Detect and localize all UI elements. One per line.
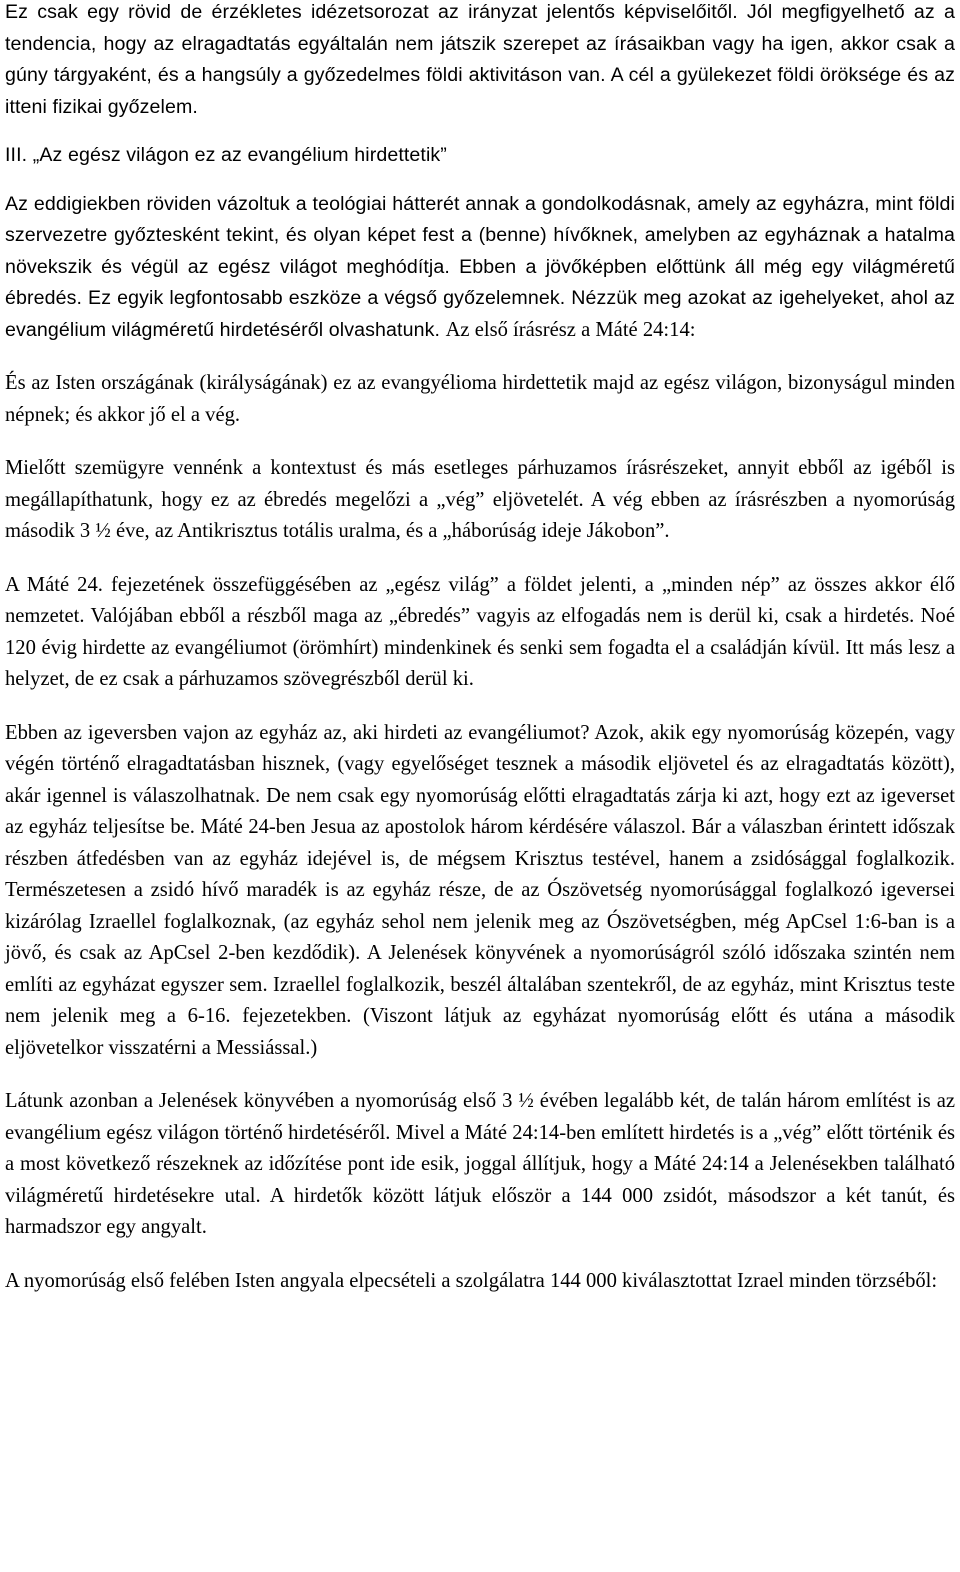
paragraph-matthew-24 — [5, 570, 955, 696]
text-segment: Az első írásrész a Máté 24:14: — [445, 318, 696, 341]
paragraph-theology-summary — [5, 189, 955, 347]
paragraph-144000 — [5, 1266, 955, 1298]
heading-text: III. „Az egész világon ez az evangélium hirdettetik” — [5, 144, 447, 166]
paragraph-context — [5, 453, 955, 548]
section-heading — [5, 140, 955, 172]
text-segment: Látunk azonban a Jelenések könyvében a nyomorúság első 3 ½ évében legalább két, de talán három említést is az evangélium egész világon történő hirdetéséről. Mivel a Máté 24:14-ben említett hirdetés is a „vég” előtt történik és a most következő részeknek az időzítése pont ide esik, joggal állítjuk, hogy a Máté 24:14 a Jelenésekben található világméretű hirdetésekre utal. A hirdetők között látjuk először a 144 000 zsidót, másodszor a két tanút, és harmadszor egy angyalt. — [5, 1090, 955, 1238]
text-segment: Az eddigiekben röviden vázoltuk a teológiai hátterét annak a gondolkodásnak, amely az egyházra, mint földi szervezetre győztesként tekint, és olyan képet fest a (benne) hívőknek, amelyben az egyháznak a hatalma növekszik és végül az egész világot meghódítja. Ebben a jövőképben előttünk áll még egy világméretű ébredés. Ez egyik legfontosabb eszköze a végső győzelemnek. Nézzük meg azokat az igehelyeket, ahol az evangélium világméretű hirdetéséről olvashatunk. — [5, 192, 955, 341]
text-segment: A Máté 24. fejezetének összefüggésében az „egész világ” a földet jelenti, a „minden nép” az összes akkor élő nemzetet. Valójában ebből a részből maga az „ébredés” vagyis az elfogadás nem is derül ki, csak a hirdetés. Noé 120 évig hirdette az evangéliumot (örömhírt) mindenkinek és senki sem fogadta el a családján kívül. Itt más lesz a helyzet, de ez csak a párhuzamos szövegrészből derül ki. — [5, 573, 955, 690]
text-segment: És az Isten országának (királyságának) ez az evangyélioma hirdettetik majd az egész világon, bizonyságul minden népnek; és akkor jő el a vég. — [5, 372, 955, 426]
paragraph-revelation — [5, 1086, 955, 1244]
text-segment: Ez csak egy rövid de érzékletes idézetsorozat az irányzat jelentős képviselőitől. Jól megfigyelhető az a tendencia, hogy az elragadtatás egyáltalán nem játszik szerepet az írásaikban vagy ha igen, akkor csak a gúny tárgyaként, és a hangsúly a győzedelmes földi aktivitáson van. A cél a gyülekezet földi öröksége és az itteni fizikai győzelem. — [5, 1, 955, 118]
text-segment: Mielőtt szemügyre vennénk a kontextust és más esetleges párhuzamos írásrészeket, annyit ebből az igéből is megállapíthatunk, hogy ez az ébredés megelőzi a „vég” eljövetelét. A vég ebben az írásrészben a nyomorúság második 3 ½ éve, az Antikrisztus totális uralma, és a „háborúság ideje Jákobon”. — [5, 457, 955, 542]
paragraph-church-question — [5, 718, 955, 1065]
paragraph-intro-quotes — [5, 0, 955, 123]
paragraph-scripture-quote — [5, 368, 955, 431]
text-segment: A nyomorúság első felében Isten angyala elpecsételi a szolgálatra 144 000 kiválasztottat Izrael minden törzséből: — [5, 1269, 938, 1292]
text-segment: Ebben az igeversben vajon az egyház az, aki hirdeti az evangéliumot? Azok, akik egy nyomorúság közepén, vagy végén történő elragadtatásban hisznek, (vagy egyelőséget tesznek a második eljövetel és az elragadtatás között), akár igennel is válaszolhatnak. De nem csak egy nyomorúság előtti elragadtatás zárja ki azt, hogy ezt az igeverset az egyház teljesítse be. Máté 24-ben Jesua az apostolok három kérdésére válaszol. Bár a válaszban érintett időszak részben átfedésben van az egyház idejével is, de mégsem Krisztus testével, hanem a zsidósággal foglalkozik. Természetesen a zsidó hívő maradék is az egyház része, de az Ószövetség nyomorúsággal foglalkozó igeversei kizárólag Izraellel foglalkoznak, (az egyház sehol nem jelenik meg az Ószövetségben, még ApCsel 1:6-ban is a jövő, és csak az ApCsel 2-ben kezdődik). A Jelenések könyvének a nyomorúságról szóló időszaka szintén nem említi az egyházat egyszer sem. Izraellel foglalkozik, beszél általában szentekről, de az egyház, mint Krisztus teste nem jelenik meg a 6-16. fejezetekben. (Viszont látjuk az egyházat nyomorúság előtt és utána a második eljövetelkor visszatérni a Messiással.) — [5, 721, 955, 1059]
